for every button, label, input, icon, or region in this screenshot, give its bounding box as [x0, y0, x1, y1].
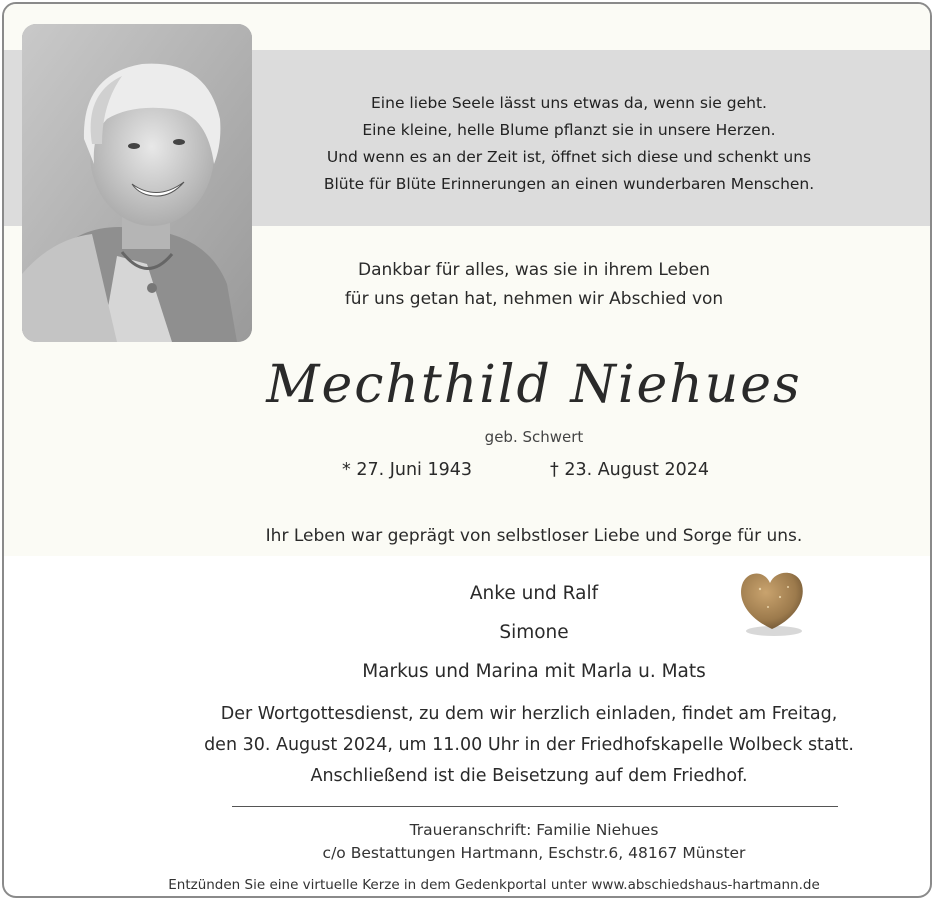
address-line: c/o Bestattungen Hartmann, Eschstr.6, 48167 Münster: [322, 844, 746, 862]
heart-stone-icon: [736, 567, 808, 637]
obituary-notice: [2, 2, 932, 898]
poem-line: Blüte für Blüte Erinnerungen an einen wunderbaren Menschen.: [323, 175, 815, 193]
memorial-portal-note: Entzünden Sie eine virtuelle Kerze in dem Gedenkportal unter www.abschiedshaus-hartmann.de: [168, 877, 820, 893]
divider: [232, 806, 838, 807]
poem-line: Und wenn es an der Zeit ist, öffnet sich diese und schenkt uns: [326, 148, 812, 166]
service-line: Der Wortgottesdienst, zu dem wir herzlich einladen, findet am Freitag,: [220, 704, 838, 724]
poem-line: Eine liebe Seele lässt uns etwas da, wenn sie geht.: [371, 94, 767, 112]
service-info: [114, 699, 932, 792]
birth-date: * 27. Juni 1943: [342, 460, 473, 480]
death-date: † 23. August 2024: [550, 460, 710, 480]
mourner: Markus und Marina mit Marla u. Mats: [362, 661, 706, 682]
maiden-name: geb. Schwert: [484, 428, 584, 446]
service-line: den 30. August 2024, um 11.00 Uhr in der Friedhofskapelle Wolbeck statt.: [204, 735, 854, 755]
portrait-photo: [22, 24, 252, 342]
life-statement: Ihr Leben war geprägt von selbstloser Liebe und Sorge für uns.: [265, 526, 803, 546]
intro-line: für uns getan hat, nehmen wir Abschied von: [344, 289, 724, 309]
intro-line: Dankbar für alles, was sie in ihrem Leben: [358, 260, 710, 280]
mourner: Anke und Ralf: [469, 583, 599, 604]
poem: [304, 90, 834, 198]
mourning-address: [254, 819, 814, 865]
poem-line: Eine kleine, helle Blume pflanzt sie in unsere Herzen.: [362, 121, 776, 139]
mourner: Simone: [499, 622, 569, 643]
deceased-name-script: Mechthild Niehues: [266, 355, 802, 415]
intro-text: [264, 256, 804, 314]
deceased-name: [234, 336, 834, 426]
address-line: Traueranschrift: Familie Niehues: [409, 821, 659, 839]
service-line: Anschließend ist die Beisetzung auf dem Friedhof.: [310, 766, 748, 786]
